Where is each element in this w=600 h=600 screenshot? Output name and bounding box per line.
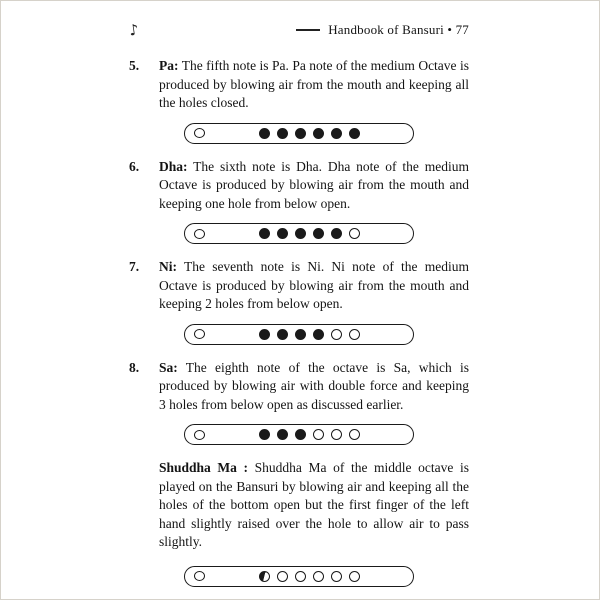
item-description: The seventh note is Ni. Ni note of the medium Octave is produced by blowing air from the mouth and keeping 2 holes from below open. — [159, 259, 469, 311]
header-rule — [296, 29, 320, 30]
flute-diagram-dha — [184, 223, 414, 244]
item-number: 6. — [129, 158, 140, 174]
finger-hole-open — [349, 228, 360, 239]
finger-holes — [259, 571, 360, 582]
finger-holes — [259, 329, 360, 340]
finger-hole-open — [295, 571, 306, 582]
page-title: Handbook of Bansuri • 77 — [328, 22, 469, 37]
blow-hole — [194, 571, 205, 581]
item-paragraph — [159, 57, 469, 113]
blow-hole — [194, 430, 205, 440]
item-description: The eighth note of the octave is Sa, which is produced by blowing air with double force and keeping 3 holes from below open as discussed earlier. — [159, 359, 469, 412]
finger-hole-filled — [259, 228, 270, 239]
finger-hole-filled — [331, 228, 342, 239]
note-name-label: Sa: — [159, 359, 178, 375]
note-name-label: Shuddha Ma : — [159, 460, 249, 475]
finger-holes — [259, 128, 360, 139]
note-item-pa — [129, 57, 469, 113]
note-item-shuddha-ma — [129, 459, 469, 552]
note-item-ni — [129, 258, 469, 314]
finger-hole-open — [349, 571, 360, 582]
finger-hole-open — [331, 571, 342, 582]
finger-hole-filled — [259, 128, 270, 139]
item-number — [129, 459, 159, 552]
item-paragraph — [159, 158, 469, 214]
flute-diagram-row — [129, 566, 469, 587]
item-number: 8. — [129, 359, 140, 375]
finger-hole-filled — [295, 228, 306, 239]
item-number: 7. — [129, 259, 140, 274]
note-name-label: Dha: — [159, 158, 188, 174]
finger-hole-filled — [259, 329, 270, 340]
music-note-icon: ♪ — [127, 20, 140, 40]
flute-diagram-row — [129, 324, 469, 345]
finger-hole-filled — [277, 329, 288, 340]
item-paragraph — [159, 258, 469, 314]
flute-diagram-row — [129, 123, 469, 144]
item-number: 5. — [129, 58, 140, 73]
finger-hole-filled — [295, 429, 306, 440]
finger-hole-open — [349, 329, 360, 340]
book-page — [1, 1, 599, 587]
finger-hole-filled — [313, 329, 324, 340]
finger-hole-open — [313, 571, 324, 582]
blow-hole — [194, 229, 205, 239]
item-description: The fifth note is Pa. Pa note of the medium Octave is produced by blowing air from the mouth and keeping all the holes closed. — [159, 58, 469, 110]
finger-hole-filled — [277, 429, 288, 440]
finger-hole-filled — [313, 128, 324, 139]
finger-hole-filled — [259, 429, 270, 440]
finger-hole-open — [331, 429, 342, 440]
flute-diagram-row — [129, 424, 469, 445]
finger-hole-filled — [277, 128, 288, 139]
item-paragraph — [159, 359, 469, 415]
note-item-dha — [129, 158, 469, 214]
blow-hole — [194, 128, 205, 138]
finger-hole-filled — [295, 329, 306, 340]
flute-diagram-ni — [184, 324, 414, 345]
finger-hole-open — [277, 571, 288, 582]
flute-diagram-sa — [184, 424, 414, 445]
finger-hole-open — [313, 429, 324, 440]
item-paragraph — [159, 459, 469, 552]
flute-diagram-row — [129, 223, 469, 244]
finger-hole-half — [259, 571, 270, 582]
finger-hole-filled — [295, 128, 306, 139]
blow-hole — [194, 329, 205, 339]
note-name-label: Ni: — [159, 259, 177, 274]
flute-diagram-pa — [184, 123, 414, 144]
finger-hole-open — [331, 329, 342, 340]
flute-diagram-shuddha-ma — [184, 566, 414, 587]
finger-hole-filled — [313, 228, 324, 239]
finger-hole-open — [349, 429, 360, 440]
finger-holes — [259, 429, 360, 440]
note-item-sa — [129, 359, 469, 415]
finger-hole-filled — [349, 128, 360, 139]
finger-hole-filled — [331, 128, 342, 139]
page-header — [129, 21, 469, 39]
finger-holes — [259, 228, 360, 239]
note-name-label: Pa: — [159, 58, 179, 73]
item-description: The sixth note is Dha. Dha note of the medium Octave is produced by blowing air from the mouth and keeping one hole from below open. — [159, 158, 469, 211]
finger-hole-filled — [277, 228, 288, 239]
item-description: Shuddha Ma of the middle octave is played on the Bansuri by blowing air and keeping all the holes of the bottom open but the first finger of the left hand slightly raised over the hole to allow air to pass slightly. — [159, 460, 469, 549]
